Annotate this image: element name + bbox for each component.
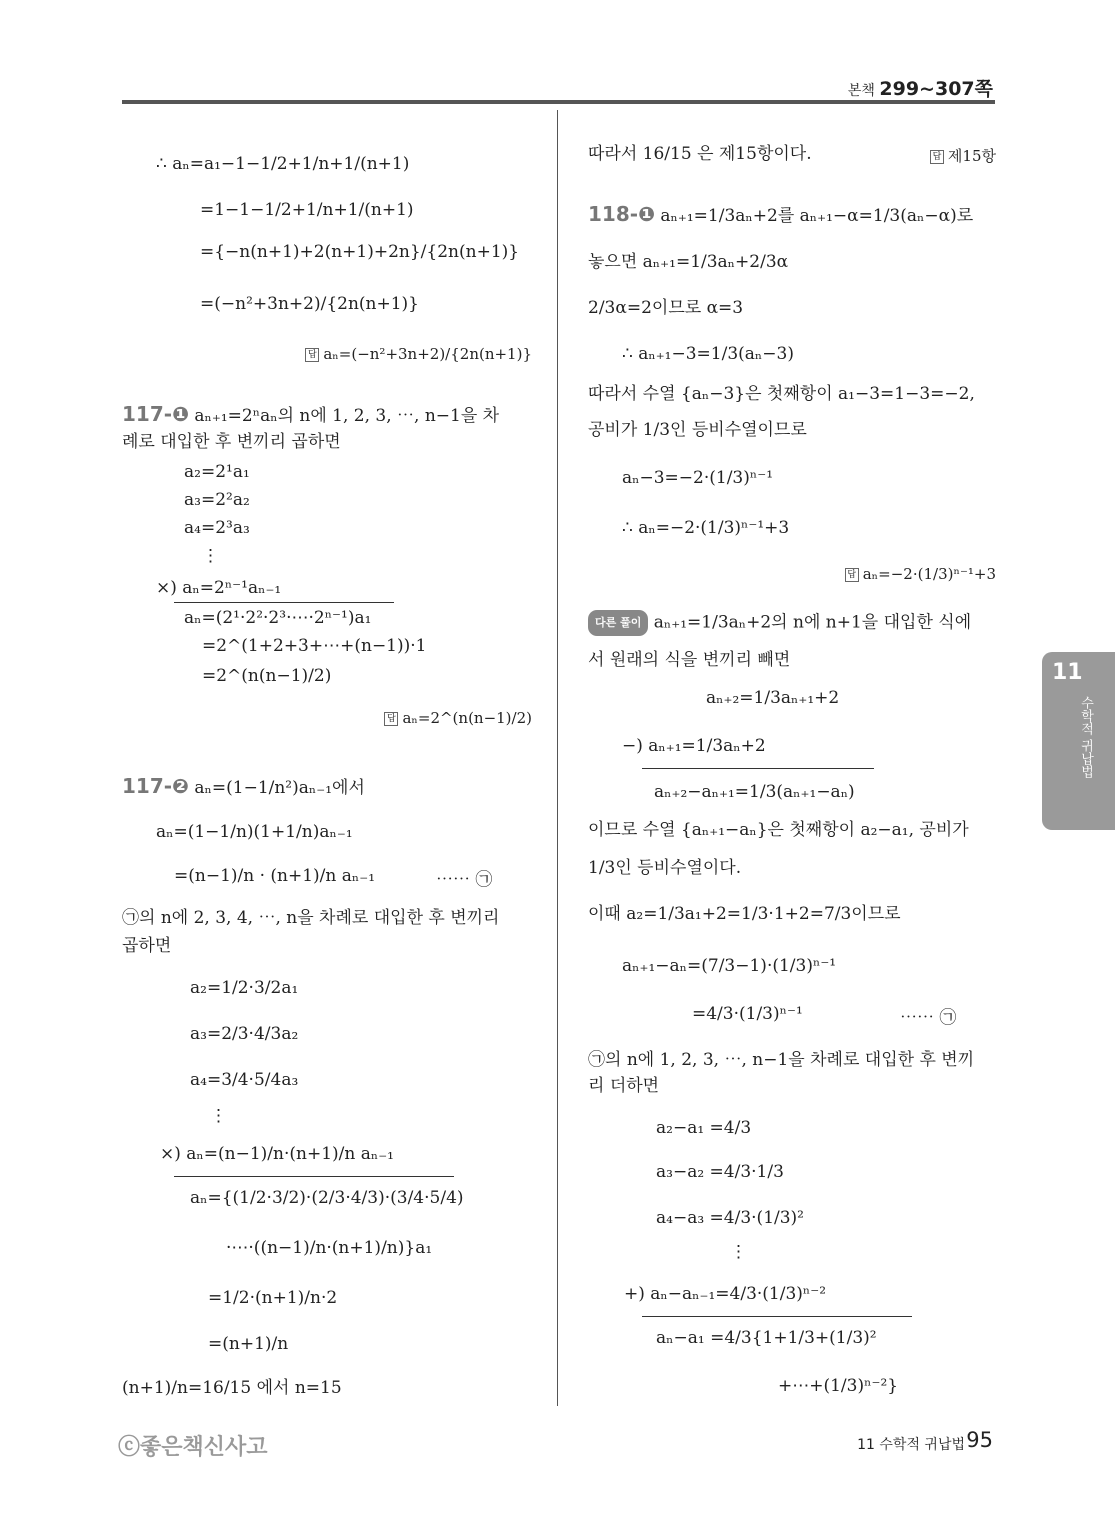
eq-line: +) aₙ−aₙ₋₁=4/3·(1/3)ⁿ⁻² (624, 1284, 827, 1304)
problem-text: 곱하면 (122, 936, 172, 956)
answer-text: 제15항 (947, 147, 996, 165)
eq-line: ={−n(n+1)+2(n+1)+2n}/{2n(n+1)} (200, 242, 520, 262)
column-divider (557, 110, 558, 1406)
problem-text: ㉠의 n에 2, 3, 4, ⋯, n을 차례로 대입한 후 변끼리 (122, 908, 500, 928)
eq-line: ⋮ (210, 1106, 227, 1126)
answer-mark: 답 (384, 712, 398, 726)
eq-mark: ⋯⋯ ㉠ (436, 870, 493, 890)
product-rule (174, 1176, 454, 1177)
eq-line: aₙ₊₁−aₙ=(7/3−1)·(1/3)ⁿ⁻¹ (622, 956, 837, 976)
eq-line: +⋯+(1/3)ⁿ⁻²} (778, 1376, 899, 1396)
problem-text: aₙ₊₁=1/3aₙ+2를 aₙ₊₁−α=1/3(aₙ−α)로 (660, 206, 974, 226)
eq-line: a₂=1/2·3/2a₁ (190, 978, 299, 998)
eq-line: a₃=2/3·4/3a₂ (190, 1024, 299, 1044)
alt-solution (588, 610, 971, 636)
eq-line: (n+1)/n=16/15 에서 n=15 (122, 1378, 342, 1398)
problem-117-2 (122, 774, 365, 800)
eq-line: aₙ−3=−2·(1/3)ⁿ⁻¹ (622, 468, 774, 488)
eq-line: aₙ−a₁ =4/3{1+1/3+(1/3)² (656, 1328, 877, 1348)
answer-text: aₙ=(−n²+3n+2)/{2n(n+1)} (323, 345, 532, 363)
answer-mark: 답 (845, 568, 859, 582)
eq-line: =1/2·(n+1)/n·2 (208, 1288, 338, 1308)
page-number: 95 (966, 1428, 993, 1452)
eq-line: ∴ aₙ₊₁−3=1/3(aₙ−3) (622, 344, 794, 364)
answer (930, 144, 996, 168)
answer (305, 342, 532, 366)
problem-text: 리 더하면 (588, 1076, 660, 1096)
page-header (848, 74, 993, 101)
answer-text: aₙ=−2·(1/3)ⁿ⁻¹+3 (862, 565, 996, 583)
header-pages: 299~307쪽 (879, 78, 993, 100)
problem-text: 이때 a₂=1/3a₁+2=1/3·1+2=7/3이므로 (588, 904, 901, 924)
header-prefix: 본책 (847, 83, 875, 99)
problem-number: 118-❶ (588, 202, 655, 226)
answer (384, 706, 532, 730)
problem-text: 서 원래의 식을 변끼리 빼면 (588, 650, 791, 670)
chapter-tab (1042, 652, 1115, 830)
alt-solution-badge: 다른 풀이 (588, 610, 648, 636)
problem-118-1 (588, 202, 973, 228)
problem-text: aₙ₊₁=1/3aₙ+2의 n에 n+1을 대입한 식에 (653, 612, 972, 633)
eq-line: =(n+1)/n (208, 1334, 289, 1354)
eq-line: ×) aₙ=2ⁿ⁻¹aₙ₋₁ (156, 578, 282, 598)
sum-rule (642, 1316, 912, 1317)
eq-line: ·⋯·((n−1)/n·(n+1)/n)}a₁ (226, 1238, 433, 1258)
problem-number: 117-❷ (122, 774, 189, 798)
problem-text: 따라서 수열 {aₙ−3}은 첫째항이 a₁−3=1−3=−2, (588, 384, 975, 404)
eq-line: a₄−a₃ =4/3·(1/3)² (656, 1208, 804, 1228)
eq-line: =(−n²+3n+2)/{2n(n+1)} (200, 294, 419, 314)
eq-line: ⋮ (730, 1242, 747, 1262)
eq-line: a₄=2³a₃ (184, 518, 250, 538)
answer (845, 562, 996, 586)
subtract-rule (642, 768, 874, 769)
problem-117-1 (122, 402, 499, 428)
eq-line: aₙ₊₂−aₙ₊₁=1/3(aₙ₊₁−aₙ) (654, 782, 855, 802)
answer-mark: 답 (930, 150, 944, 164)
eq-line: aₙ={(1/2·3/2)·(2/3·4/3)·(3/4·5/4) (190, 1188, 464, 1208)
eq-line: a₃=2²a₂ (184, 490, 250, 510)
chapter-tab-number: 11 (1052, 660, 1083, 685)
problem-text: 따라서 16/15 은 제15항이다. (588, 144, 812, 164)
eq-line: aₙ=(1−1/n)(1+1/n)aₙ₋₁ (156, 822, 353, 842)
publisher-logo: ⓒ좋은책신사고 (118, 1435, 268, 1460)
problem-text: aₙ₊₁=2ⁿaₙ의 n에 1, 2, 3, ⋯, n−1을 차 (194, 406, 500, 426)
eq-line: =(n−1)/n · (n+1)/n aₙ₋₁ (174, 866, 376, 886)
eq-line: a₂=2¹a₁ (184, 462, 250, 482)
eq-line: =2^(n(n−1)/2) (202, 666, 332, 686)
chapter-tab-label: 수학적 귀납법 (1078, 696, 1093, 779)
eq-line: =4/3·(1/3)ⁿ⁻¹ (692, 1004, 803, 1024)
eq-line: ∴ aₙ=a₁−1−1/2+1/n+1/(n+1) (156, 154, 410, 174)
problem-text: 놓으면 aₙ₊₁=1/3aₙ+2/3α (588, 252, 789, 272)
eq-line: a₂−a₁ =4/3 (656, 1118, 752, 1138)
eq-line: a₃−a₂ =4/3·1/3 (656, 1162, 784, 1182)
eq-mark: ⋯⋯ ㉠ (900, 1008, 957, 1028)
eq-line: ∴ aₙ=−2·(1/3)ⁿ⁻¹+3 (622, 518, 790, 538)
header-rule (122, 100, 995, 104)
eq-line: =2^(1+2+3+⋯+(n−1))·1 (202, 636, 427, 656)
problem-number: 117-❶ (122, 402, 189, 426)
eq-line: ×) aₙ=(n−1)/n·(n+1)/n aₙ₋₁ (160, 1144, 394, 1164)
answer-mark: 답 (305, 348, 319, 362)
problem-text: 2/3α=2이므로 α=3 (588, 298, 744, 318)
problem-text: aₙ=(1−1/n²)aₙ₋₁에서 (194, 778, 365, 798)
eq-line: ⋮ (202, 546, 219, 566)
problem-text: 이므로 수열 {aₙ₊₁−aₙ}은 첫째항이 a₂−a₁, 공비가 (588, 820, 969, 840)
problem-text: 1/3인 등비수열이다. (588, 858, 742, 878)
footer-chapter: 11 수학적 귀납법 (857, 1437, 965, 1453)
eq-line: =1−1−1/2+1/n+1/(n+1) (200, 200, 414, 220)
sum-rule (174, 602, 394, 603)
problem-text: ㉠의 n에 1, 2, 3, ⋯, n−1을 차례로 대입한 후 변끼 (588, 1050, 975, 1070)
answer-text: aₙ=2^(n(n−1)/2) (402, 709, 532, 727)
eq-line: −) aₙ₊₁=1/3aₙ+2 (622, 736, 766, 756)
eq-line: aₙ₊₂=1/3aₙ₊₁+2 (706, 688, 840, 708)
eq-line: aₙ=(2¹·2²·2³·⋯·2ⁿ⁻¹)a₁ (184, 608, 372, 628)
problem-text: 례로 대입한 후 변끼리 곱하면 (122, 432, 341, 452)
eq-line: a₄=3/4·5/4a₃ (190, 1070, 299, 1090)
problem-text: 공비가 1/3인 등비수열이므로 (588, 420, 807, 440)
